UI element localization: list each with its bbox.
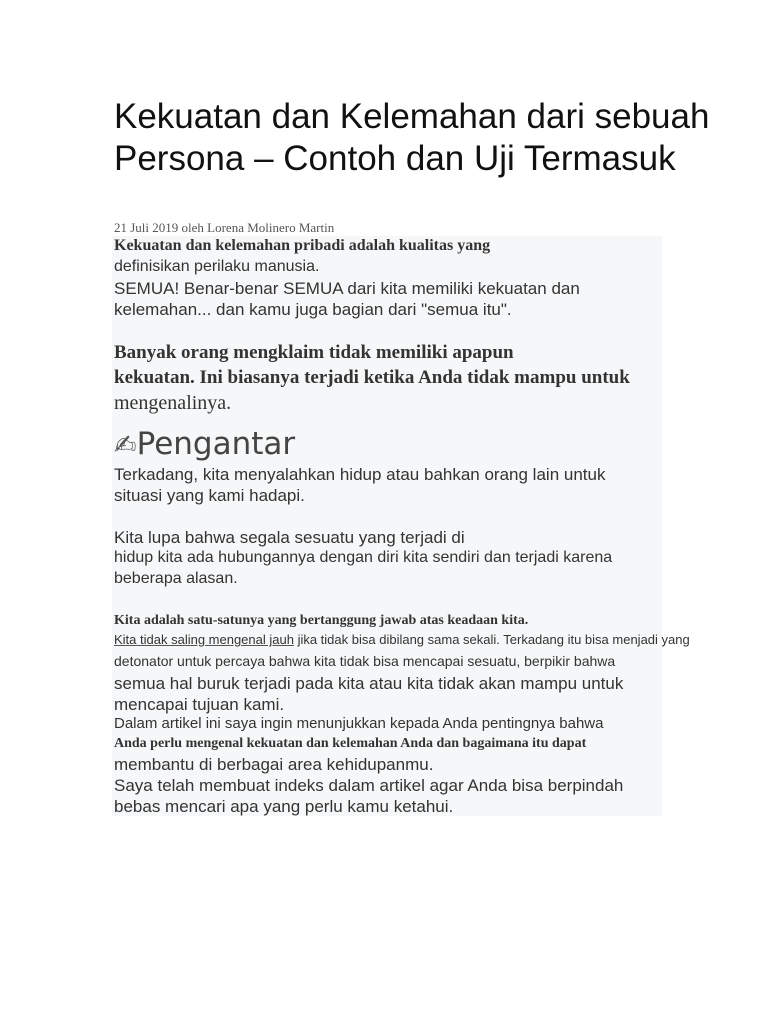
p3-line-1: Kita adalah satu-satunya yang bertanggung jawab atas keadaan kita. [114, 613, 529, 628]
intro-line-4: kelemahan... dan kamu juga bagian dari "semua itu". [114, 300, 512, 319]
p2-line-3: beberapa alasan. [114, 570, 238, 587]
p4-line-3: membantu di berbagai area kehidupanmu. [114, 755, 434, 774]
article-body [112, 236, 690, 816]
p3-underlined-phrase: Kita tidak saling mengenal jauh [114, 632, 294, 647]
p3-line-2-rest: jika tidak bisa dibilang sama sekali. Terkadang itu bisa menjadi yang [293, 632, 690, 647]
writing-hand-icon: ✍ [114, 430, 137, 461]
claim-line-3: mengenalinya. [114, 392, 232, 414]
article-byline: 21 Juli 2019 oleh Lorena Molinero Martin [114, 220, 335, 235]
section-heading [114, 426, 295, 462]
claim-line-2: kekuatan. Ini biasanya terjadi ketika Anda tidak mampu untuk [114, 367, 630, 388]
p3-line-2 [114, 632, 690, 647]
p4-line-4: Saya telah membuat indeks dalam artikel agar Anda bisa berpindah [114, 776, 624, 795]
article-title: Kekuatan dan Kelemahan dari sebuah Persona – Contoh dan Uji Termasuk [114, 97, 710, 178]
claim-line-1: Banyak orang mengklaim tidak memiliki apapun [114, 342, 514, 363]
intro-line-3: SEMUA! Benar-benar SEMUA dari kita memiliki kekuatan dan [114, 279, 580, 298]
p1-line-1: Terkadang, kita menyalahkan hidup atau bahkan orang lain untuk [114, 465, 606, 484]
p1-line-2: situasi yang kami hadapi. [114, 486, 305, 505]
p4-line-2: Anda perlu mengenal kekuatan dan kelemahan Anda dan bagaimana itu dapat [114, 736, 587, 751]
p4-line-1: Dalam artikel ini saya ingin menunjukkan kepada Anda pentingnya bahwa [114, 715, 604, 732]
p3-line-4: semua hal buruk terjadi pada kita atau kita tidak akan mampu untuk [114, 674, 624, 693]
section-heading-text: Pengantar [136, 426, 296, 462]
intro-line-2: definisikan perilaku manusia. [114, 258, 320, 275]
p4-line-5: bebas mencari apa yang perlu kamu ketahui. [114, 797, 454, 816]
p2-line-2: hidup kita ada hubungannya dengan diri kita sendiri dan terjadi karena [114, 549, 613, 566]
p3-line-5: mencapai tujuan kami. [114, 695, 285, 714]
p3-line-3: detonator untuk percaya bahwa kita tidak bisa mencapai sesuatu, berpikir bahwa [114, 653, 616, 669]
p2-line-1: Kita lupa bahwa segala sesuatu yang terjadi di [114, 528, 465, 547]
intro-line-1: Kekuatan dan kelemahan pribadi adalah kualitas yang [114, 237, 491, 254]
